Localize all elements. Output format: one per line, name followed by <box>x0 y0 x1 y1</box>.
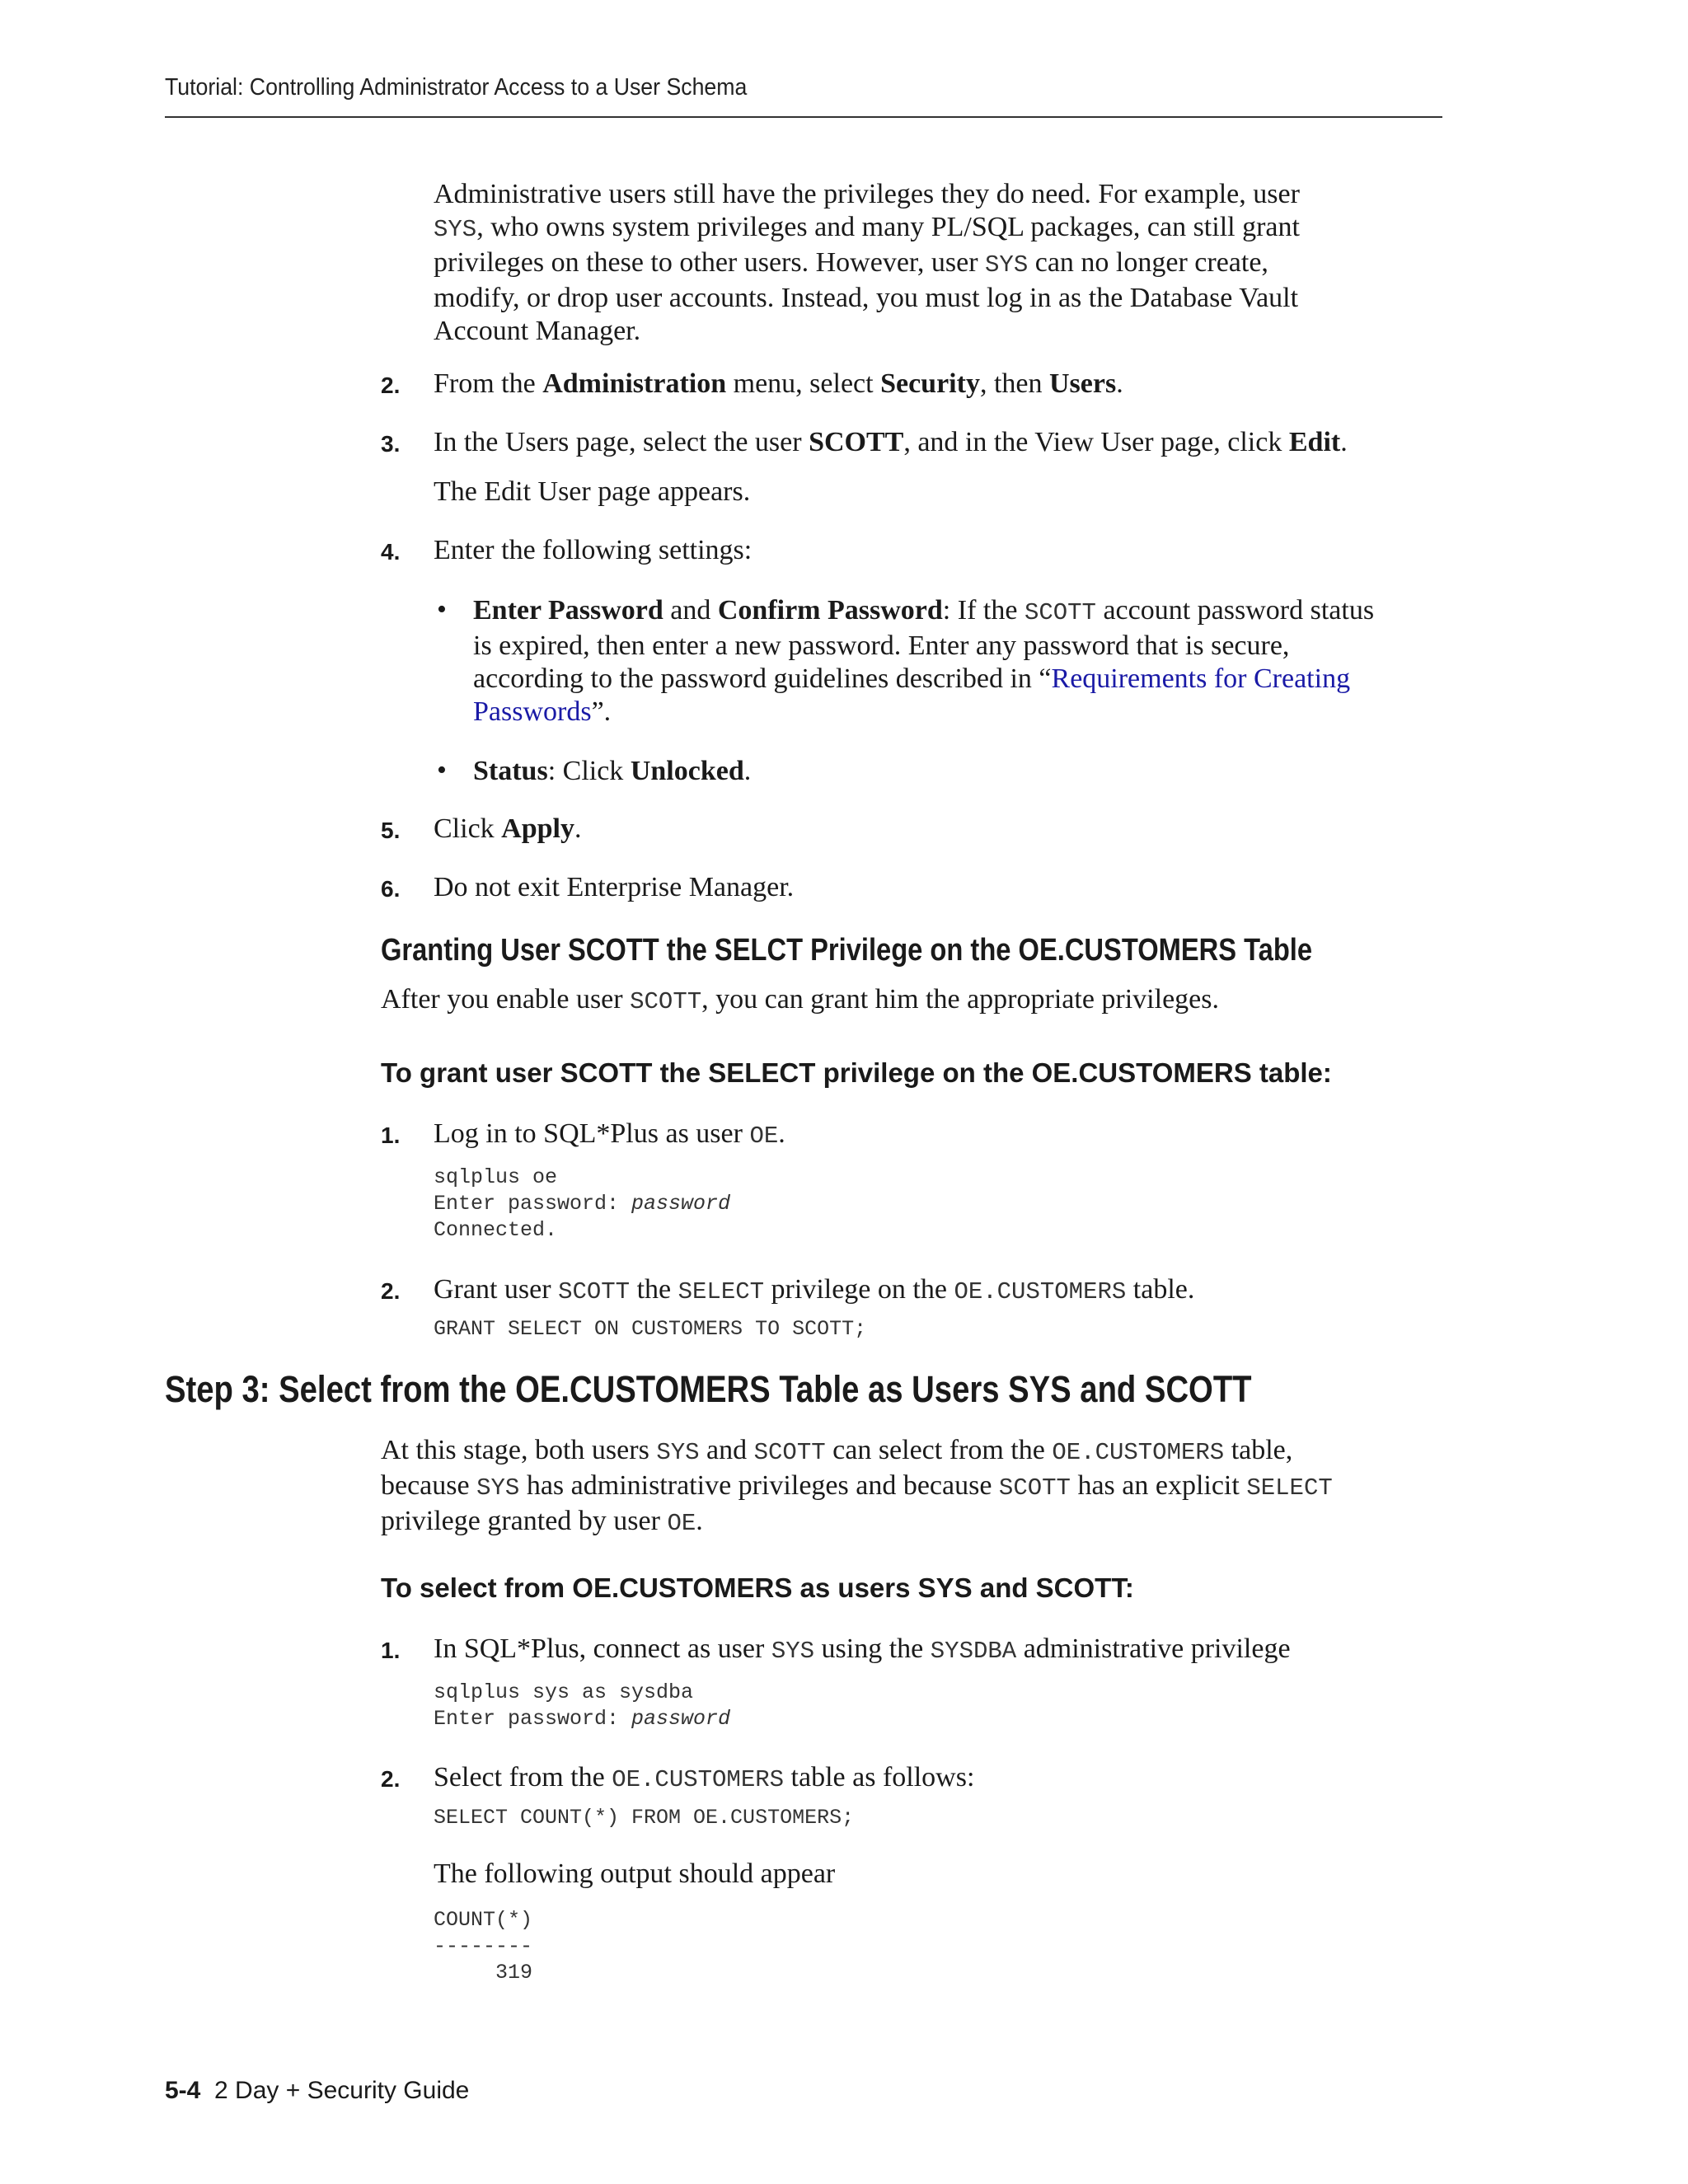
step-number: 2. <box>381 1766 401 1792</box>
text: . <box>743 756 752 786</box>
text: privilege on the <box>764 1274 954 1305</box>
step-3-note: The Edit User page appears. <box>434 476 751 507</box>
text: Log in to SQL*Plus as user <box>434 1118 750 1149</box>
code-line: sqlplus oe <box>434 1165 558 1189</box>
link-requirements-passwords[interactable]: Passwords <box>473 696 592 727</box>
page-number: 5-4 <box>165 2077 201 2104</box>
text: table. <box>1126 1274 1195 1305</box>
text: , you can grant him the appropriate privileges. <box>701 984 1219 1015</box>
section-heading-step3: Step 3: Select from the OE.CUSTOMERS Table as Users SYS and SCOTT <box>165 1368 1252 1410</box>
text: privilege granted by user <box>381 1506 668 1536</box>
text: menu, select <box>726 368 881 399</box>
code-line: Enter password: <box>434 1192 632 1216</box>
text: account password status <box>1095 595 1375 626</box>
code-line: 319 <box>434 1961 533 1985</box>
step-number: 6. <box>381 876 401 902</box>
code-scott: SCOTT <box>1024 599 1096 626</box>
text: is expired, then enter a new password. Enter any password that is secure, <box>473 630 1290 661</box>
text: ”. <box>591 696 612 727</box>
text: table, <box>1224 1435 1293 1465</box>
code-placeholder: password <box>631 1192 731 1216</box>
procedure-title-select: To select from OE.CUSTOMERS as users SYS and SCOTT: <box>381 1572 1134 1603</box>
text: , then <box>979 368 1049 399</box>
code-placeholder: password <box>631 1707 731 1731</box>
page-footer <box>165 2077 469 2105</box>
grant-step-1 <box>434 1118 785 1153</box>
code-scott: SCOTT <box>558 1278 631 1305</box>
select-step-1 <box>434 1633 1291 1668</box>
ui-term-security: Security <box>880 368 980 399</box>
text: and <box>663 595 718 626</box>
text: and <box>699 1435 754 1465</box>
header-rule <box>165 116 1442 118</box>
ui-term-administration: Administration <box>542 368 727 399</box>
link-requirements-passwords[interactable]: Requirements for Creating <box>1051 663 1351 694</box>
text: At this stage, both users <box>381 1435 657 1465</box>
step-number: 1. <box>381 1122 401 1148</box>
code-sys: SYS <box>656 1439 700 1466</box>
code-line: Enter password: <box>434 1707 632 1731</box>
step-number: 4. <box>381 539 401 565</box>
step-number: 2. <box>381 1278 401 1304</box>
ui-term-enter-password: Enter Password <box>473 595 663 626</box>
intro-text: privileges on these to other users. However, user <box>434 247 986 278</box>
text: , and in the View User page, click <box>903 427 1289 457</box>
text: the <box>630 1274 678 1305</box>
text: . <box>1340 427 1348 457</box>
code-line: COUNT(*) <box>434 1908 533 1932</box>
step-number: 3. <box>381 431 401 457</box>
text: table as follows: <box>784 1762 975 1793</box>
code-oe-customers: OE.CUSTOMERS <box>1052 1439 1225 1466</box>
procedure-title-grant: To grant user SCOTT the SELECT privilege on the OE.CUSTOMERS table: <box>381 1057 1332 1088</box>
step-number: 5. <box>381 818 401 843</box>
text: . <box>696 1506 703 1536</box>
text: has administrative privileges and because <box>519 1470 999 1501</box>
text: From the <box>434 368 543 399</box>
code-sys: SYS <box>771 1638 815 1665</box>
code-scott: SCOTT <box>998 1474 1071 1502</box>
step-number: 1. <box>381 1638 401 1663</box>
step-2-text <box>434 368 1123 401</box>
select-step-2 <box>434 1761 974 1797</box>
step-number: 2. <box>381 373 401 398</box>
code-line: Connected. <box>434 1218 558 1242</box>
code-line: sqlplus sys as sysdba <box>434 1680 694 1704</box>
ui-term-scott: SCOTT <box>809 427 904 457</box>
text: according to the password guidelines described in “ <box>473 663 1052 694</box>
bullet-password-settings <box>473 594 1446 729</box>
step-3-text <box>434 426 1348 459</box>
text: After you enable user <box>381 984 631 1015</box>
text: . <box>778 1118 785 1149</box>
step3-paragraph <box>381 1434 1452 1540</box>
code-oe-customers: OE.CUSTOMERS <box>612 1766 785 1793</box>
code-oe-customers: OE.CUSTOMERS <box>954 1278 1127 1305</box>
code-block-login <box>434 1165 730 1244</box>
intro-text: Administrative users still have the privileges they do need. For example, user <box>434 179 1300 209</box>
text: . <box>1116 368 1123 399</box>
ui-term-apply: Apply <box>501 813 574 844</box>
ui-term-edit: Edit <box>1288 427 1341 457</box>
intro-paragraph <box>434 178 1447 348</box>
step-5-text <box>434 813 582 846</box>
ui-term-users: Users <box>1048 368 1117 399</box>
code-oe: OE <box>749 1122 779 1150</box>
grant-intro <box>381 983 1219 1019</box>
code-sys: SYS <box>434 216 477 243</box>
text: Select from the <box>434 1762 612 1793</box>
code-block-output <box>434 1907 532 1986</box>
bullet-status <box>473 755 751 788</box>
text: : Click <box>547 756 631 786</box>
code-block-sys-login <box>434 1680 730 1732</box>
text: Click <box>434 813 502 844</box>
section-heading-grant: Granting User SCOTT the SELCT Privilege on the OE.CUSTOMERS Table <box>381 933 1313 968</box>
text: Grant user <box>434 1274 559 1305</box>
intro-text: modify, or drop user accounts. Instead, you must log in as the Database Vault <box>434 283 1299 313</box>
code-sysdba: SYSDBA <box>930 1638 1017 1665</box>
code-sys: SYS <box>985 251 1029 279</box>
code-sys: SYS <box>476 1474 520 1502</box>
code-line: -------- <box>434 1934 533 1958</box>
text: In SQL*Plus, connect as user <box>434 1633 771 1664</box>
book-title: 2 Day + Security Guide <box>214 2077 470 2104</box>
code-oe: OE <box>667 1510 696 1537</box>
ui-term-unlocked: Unlocked <box>630 756 744 786</box>
intro-text: , who owns system privileges and many PL/SQL packages, can still grant <box>476 212 1300 242</box>
intro-text: Account Manager. <box>434 316 641 346</box>
code-scott: SCOTT <box>630 988 702 1015</box>
intro-text: can no longer create, <box>1028 247 1268 278</box>
bullet: • <box>437 755 447 785</box>
text: . <box>574 813 582 844</box>
code-scott: SCOTT <box>753 1439 826 1466</box>
step-4-text: Enter the following settings: <box>434 535 753 565</box>
code-select: SELECT <box>1246 1474 1333 1502</box>
ui-term-status: Status <box>473 756 548 786</box>
text: can select from the <box>825 1435 1053 1465</box>
grant-step-2 <box>434 1273 1194 1309</box>
text: administrative privilege <box>1016 1633 1291 1664</box>
output-note: The following output should appear <box>434 1858 836 1889</box>
text: because <box>381 1470 477 1501</box>
text: : If the <box>942 595 1025 626</box>
bullet: • <box>437 594 447 625</box>
step-6-text: Do not exit Enterprise Manager. <box>434 872 795 902</box>
text: In the Users page, select the user <box>434 427 809 457</box>
code-block-select-count: SELECT COUNT(*) FROM OE.CUSTOMERS; <box>434 1806 855 1830</box>
ui-term-confirm-password: Confirm Password <box>717 595 943 626</box>
text: has an explicit <box>1070 1470 1247 1501</box>
text: using the <box>814 1633 931 1664</box>
running-header: Tutorial: Controlling Administrator Access to a User Schema <box>165 74 748 101</box>
code-select: SELECT <box>678 1278 765 1305</box>
code-block-grant: GRANT SELECT ON CUSTOMERS TO SCOTT; <box>434 1317 867 1341</box>
